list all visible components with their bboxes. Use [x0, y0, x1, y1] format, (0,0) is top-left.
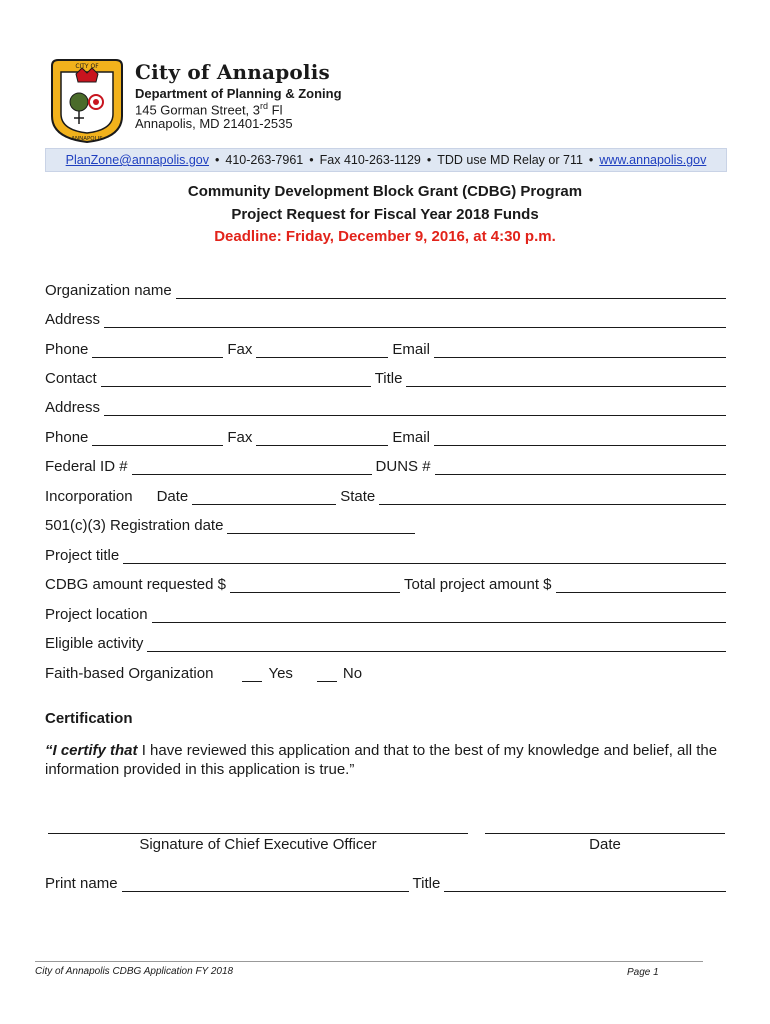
seal-text-bottom: ANNAPOLIS — [71, 136, 103, 142]
bullet-separator: • — [309, 153, 314, 167]
faith-based-row — [45, 662, 726, 682]
contact-fax-field[interactable] — [256, 431, 388, 446]
phone-label: Phone — [45, 341, 89, 358]
footer-divider — [35, 961, 703, 962]
signature-line[interactable] — [48, 833, 468, 834]
program-title: Community Development Block Grant (CDBG) Program — [187, 183, 583, 200]
fax-label: Fax — [227, 341, 253, 358]
contact-phone-field[interactable] — [92, 431, 223, 446]
title-label: Title — [374, 370, 403, 387]
website-link[interactable]: www.annapolis.gov — [599, 153, 707, 167]
print-name-field[interactable] — [122, 877, 409, 892]
address-label: Address — [45, 311, 101, 328]
phone-row — [45, 338, 726, 358]
footer-document-name: City of Annapolis CDBG Application FY 2018 — [35, 966, 234, 977]
duns-label: DUNS # — [375, 458, 431, 475]
contact-phone-label: Phone — [45, 429, 89, 446]
registration-date-label: 501(c)(3) Registration date — [45, 517, 224, 534]
incorporation-state-label: State — [340, 488, 376, 505]
cert-title-label: Title — [412, 875, 441, 892]
bullet-separator: • — [588, 153, 594, 167]
contact-phone-row — [45, 426, 726, 446]
eligible-activity-label: Eligible activity — [45, 635, 144, 652]
contact-bar — [45, 148, 727, 172]
city-title: City of Annapolis — [135, 60, 330, 84]
contact-address-field[interactable] — [104, 401, 726, 416]
faith-based-no-label: No — [342, 665, 363, 682]
incorporation-date-field[interactable] — [192, 490, 336, 505]
registration-row — [45, 514, 726, 534]
cert-title-field[interactable] — [444, 877, 726, 892]
phone-number: 410-263-7961 — [225, 153, 304, 167]
registration-date-field[interactable] — [227, 519, 415, 534]
total-amount-field[interactable] — [556, 578, 726, 593]
faith-based-yes-field[interactable] — [242, 667, 262, 682]
contact-address-row — [45, 396, 726, 416]
date-line[interactable] — [485, 833, 725, 834]
project-title-label: Project title — [45, 547, 120, 564]
fax-number: Fax 410-263-1129 — [319, 153, 421, 167]
fax-field[interactable] — [256, 343, 388, 358]
faith-based-label: Faith-based Organization — [45, 665, 214, 682]
contact-field[interactable] — [101, 372, 371, 387]
organization-name-label: Organization name — [45, 282, 172, 299]
address-row — [45, 308, 726, 328]
federal-id-row — [45, 455, 726, 475]
duns-field[interactable] — [435, 460, 726, 475]
contact-address-label: Address — [45, 399, 101, 416]
footer-page-number: Page 1 — [627, 967, 659, 978]
project-title-row — [45, 544, 726, 564]
project-location-label: Project location — [45, 606, 148, 623]
bullet-separator: • — [215, 153, 220, 167]
certification-text: “I certify that I have reviewed this application and that to the best of my knowledge and belief, all the information provided in this application is true.” — [45, 742, 718, 778]
contact-row — [45, 367, 726, 387]
cdbg-amount-label: CDBG amount requested $ — [45, 576, 226, 593]
street-address: 145 Gorman Street, 3rd Fl — [135, 101, 283, 118]
email-label: Email — [392, 341, 430, 358]
federal-id-field[interactable] — [132, 460, 372, 475]
phone-field[interactable] — [92, 343, 223, 358]
bullet-separator: • — [426, 153, 432, 167]
project-location-field[interactable] — [152, 608, 726, 623]
contact-fax-label: Fax — [227, 429, 253, 446]
request-title: Project Request for Fiscal Year 2018 Funds — [231, 206, 539, 223]
organization-name-row — [45, 279, 726, 299]
email-link[interactable]: PlanZone@annapolis.gov — [65, 153, 209, 167]
city-seal-logo — [48, 58, 126, 144]
print-name-label: Print name — [45, 875, 118, 892]
organization-name-field[interactable] — [176, 284, 726, 299]
federal-id-label: Federal ID # — [45, 458, 128, 475]
cdbg-amount-field[interactable] — [230, 578, 400, 593]
print-name-row — [45, 872, 726, 892]
incorporation-state-field[interactable] — [379, 490, 726, 505]
signature-label: Signature of Chief Executive Officer — [139, 836, 377, 853]
incorporation-label: Incorporation — [45, 488, 133, 505]
address-field[interactable] — [104, 313, 726, 328]
contact-email-field[interactable] — [434, 431, 726, 446]
incorporation-row — [45, 485, 726, 505]
amount-row — [45, 573, 726, 593]
department-name: Department of Planning & Zoning — [135, 86, 342, 101]
certification-heading: Certification — [45, 710, 133, 727]
deadline: Deadline: Friday, December 9, 2016, at 4:30 p.m. — [214, 228, 556, 245]
eligible-activity-row — [45, 632, 726, 652]
faith-based-no-field[interactable] — [317, 667, 337, 682]
faith-based-yes-label: Yes — [268, 665, 293, 682]
date-label: Date — [589, 836, 621, 853]
title-field[interactable] — [406, 372, 726, 387]
email-field[interactable] — [434, 343, 726, 358]
seal-text-top: CITY OF — [75, 63, 99, 70]
incorporation-date-label: Date — [156, 488, 189, 505]
project-title-field[interactable] — [123, 549, 726, 564]
city-state-zip: Annapolis, MD 21401-2535 — [135, 116, 293, 131]
contact-label: Contact — [45, 370, 97, 387]
project-location-row — [45, 603, 726, 623]
eligible-activity-field[interactable] — [147, 637, 726, 652]
total-amount-label: Total project amount $ — [403, 576, 552, 593]
tdd-info: TDD use MD Relay or 711 — [437, 153, 583, 167]
contact-email-label: Email — [392, 429, 430, 446]
